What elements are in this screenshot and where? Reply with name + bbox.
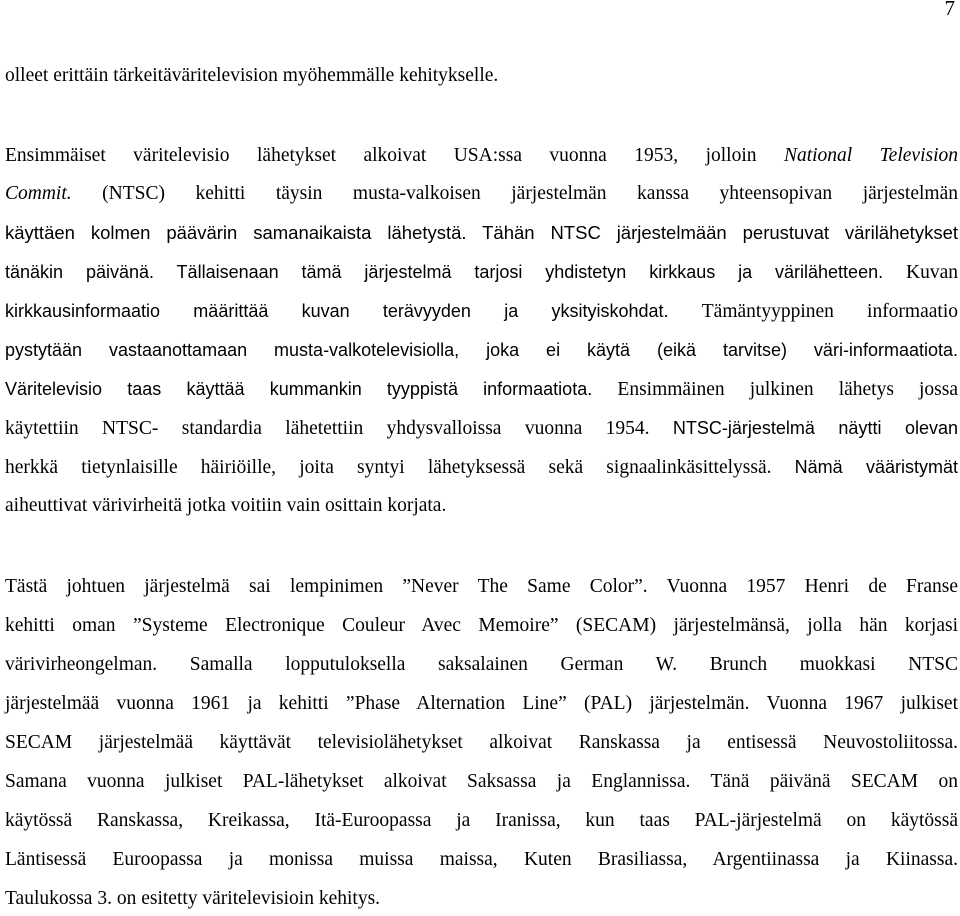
text-line xyxy=(5,614,958,638)
page-number: 7 xyxy=(944,0,955,20)
text-segment: Samana vuonna julkiset PAL-lähetykset alkoivat Saksassa ja Englannissa. Tänä päivänä SECAM on xyxy=(5,771,958,792)
text-line xyxy=(5,221,958,245)
text-line xyxy=(5,64,958,88)
text-line xyxy=(5,887,958,911)
text-segment: tänäkin päivänä. Tällaisenaan tämä järjestelmä tarjosi yhdistetyn kirkkaus ja värilähetteen. xyxy=(5,262,906,282)
text-segment: Tämäntyyppinen informaatio xyxy=(701,301,958,322)
text-segment-italic: National Television xyxy=(783,145,958,166)
text-segment: Ensimmäinen julkinen lähetys jossa xyxy=(617,379,958,400)
text-segment: Tästä johtuen järjestelmä sai lempinimen ”Never The Same Color”. Vuonna 1957 Henri de Franse xyxy=(5,576,958,597)
text-segment-italic: Commit. xyxy=(5,183,72,204)
text-line xyxy=(5,144,958,168)
text-line xyxy=(5,770,958,794)
text-segment: käyttäen kolmen päävärin samanaikaista lähetystä. Tähän NTSC järjestelmään perustuvat värilähetykset xyxy=(5,222,958,243)
text-line xyxy=(5,260,958,285)
text-segment: olleet erittäin tärkeitäväritelevision myöhemmälle kehitykselle. xyxy=(5,65,499,86)
text-segment: järjestelmää vuonna 1961 ja kehitti ”Phase Alternation Line” (PAL) järjestelmän. Vuonna 1967 julkiset xyxy=(5,693,958,714)
text-line xyxy=(5,809,958,833)
text-segment: Nämä vääristymät xyxy=(794,457,958,477)
text-segment: aiheuttivat värivirheitä jotka voitiin vain osittain korjata. xyxy=(5,495,447,516)
text-line xyxy=(5,575,958,599)
text-line xyxy=(5,692,958,716)
text-line xyxy=(5,416,958,441)
text-segment: värivirheongelman. Samalla lopputuloksella saksalainen German W. Brunch muokkasi NTSC xyxy=(5,654,958,675)
text-line xyxy=(5,338,958,362)
text-line xyxy=(5,731,958,755)
text-line xyxy=(5,182,958,206)
text-segment: Ensimmäiset väritelevisio lähetykset alkoivat USA:ssa vuonna 1953, jolloin xyxy=(5,145,784,166)
text-segment: herkkä tietynlaisille häiriöille, joita syntyi lähetyksessä sekä signaalinkäsittelyssä. xyxy=(5,457,795,478)
text-segment: pystytään vastaanottamaan musta-valkotelevisiolla, joka ei käytä (eikä tarvitse) väri-informaatiota. xyxy=(5,340,958,360)
text-segment: käytettiin NTSC- standardia lähetettiin yhdysvalloissa vuonna 1954. xyxy=(5,418,673,439)
text-line xyxy=(5,848,958,872)
text-segment: NTSC-järjestelmä näytti olevan xyxy=(672,418,958,438)
text-segment: kirkkausinformaatio määrittää kuvan terävyyden ja yksityiskohdat. xyxy=(5,301,702,321)
text-segment: Kuvan xyxy=(906,262,958,283)
text-line xyxy=(5,455,958,480)
text-line xyxy=(5,653,958,677)
text-segment: Väritelevisio taas käyttää kummankin tyyppistä informaatiota. xyxy=(5,379,618,399)
text-line xyxy=(5,377,958,402)
text-segment: käytössä Ranskassa, Kreikassa, Itä-Euroopassa ja Iranissa, kun taas PAL-järjestelmä on käytössä xyxy=(5,810,958,831)
text-line xyxy=(5,299,958,324)
text-segment: Läntisessä Euroopassa ja monissa muissa maissa, Kuten Brasiliassa, Argentiinassa ja Kiinassa. xyxy=(5,849,958,870)
text-segment: SECAM järjestelmää käyttävät televisiolähetykset alkoivat Ranskassa ja entisessä Neuvostoliitossa. xyxy=(5,732,958,753)
text-line xyxy=(5,494,958,518)
text-segment: kehitti oman ”Systeme Electronique Couleur Avec Memoire” (SECAM) järjestelmänsä, jolla hän korjasi xyxy=(5,615,958,636)
text-segment: Taulukossa 3. on esitetty väritelevisioin kehitys. xyxy=(5,888,381,909)
text-segment: (NTSC) kehitti täysin musta-valkoisen järjestelmän kanssa yhteensopivan järjestelmän xyxy=(71,183,958,204)
